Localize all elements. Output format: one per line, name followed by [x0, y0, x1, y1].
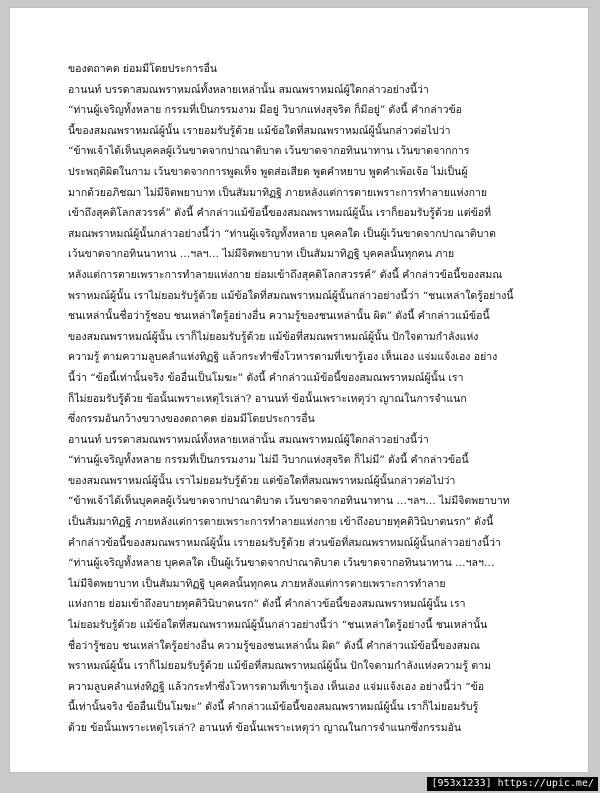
text-line: เว้นขาดจากอทินนาทาน …ฯลฯ… ไม่มีจิตพยาบาท เป็นสัมมาทิฏฐิ บุคคลนั้นทุกคน ภาย [68, 248, 455, 261]
document-page [10, 8, 588, 772]
text-line: ไม่มีจิตพยาบาท เป็นสัมมาทิฏฐิ บุคคลนั้นทุกคน ภายหลังแต่การตายเพราะการทำลาย [68, 577, 446, 590]
text-line: นี้ว่า “ข้อนี้เท่านั้นจริง ข้ออื่นเป็นโมฆะ” ดังนี้ คำกล่าวแม้ข้อนี้ของสมณพราหมณ์ผู้นั้น เรา [68, 371, 464, 384]
text-line: เข้าถึงสุคติโลกสวรรค์” ดังนี้ คำกล่าวแม้ข้อนี้ของสมณพราหมณ์ผู้นั้น เราก็ยอมรับรู้ด้วย แต่ข้อที่ [68, 207, 492, 220]
text-line: “ข้าพเจ้าได้เห็นบุคคลผู้เว้นขาดจากปาณาติบาต เว้นขาดจากอทินนาทาน เว้นขาดจากการ [68, 145, 470, 158]
text-line: ด้วย ข้อนั้นเพราะเหตุไรเล่า? อานนท์ ข้อนั้นเพราะเหตุว่า ญาณในการจำแนกซึ่งกรรมอัน [68, 722, 462, 734]
text-line: คำกล่าวข้อนี้ของสมณพราหมณ์ผู้นั้น เรายอมรับรู้ด้วย ส่วนข้อที่สมณพราหมณ์ผู้นั้นกล่าวอย่างนี้ว่า [68, 536, 501, 549]
text-line: ของตถาคต ย่อมมีโดยประการอื่น [68, 63, 218, 75]
text-line: ของสมณพราหมณ์ผู้นั้น เราไม่ยอมรับรู้ด้วย แต่ข้อใดที่สมณพราหมณ์ผู้นั้นกล่าวต่อไปว่า [68, 474, 456, 487]
text-line: นี้เท่านั้นจริง ข้ออื่นเป็นโมฆะ” ดังนี้ คำกล่าวแม้ข้อนี้ของสมณพราหมณ์ผู้นั้น เราก็ไม่ยอมรับรู้ [68, 701, 479, 714]
text-line: “ท่านผู้เจริญทั้งหลาย บุคคลใด เป็นผู้เว้นขาดจากปาณาติบาต เว้นขาดจากอทินนาทาน …ฯลฯ… [68, 557, 495, 570]
text-line: เป็นสัมมาทิฏฐิ ภายหลังแต่การตายเพราะการทำลายแห่งกาย เข้าถึงอบายทุคติวินิบาตนรก” ดังนี้ [68, 516, 494, 529]
text-line: มากด้วยอภิชฌา ไม่มีจิตพยาบาท เป็นสัมมาทิฏฐิ ภายหลังแต่การตายเพราะการทำลายแห่งกาย [68, 186, 488, 199]
text-line: อานนท์ บรรดาสมณพราหมณ์ทั้งหลายเหล่านั้น สมณพราหมณ์ผู้ใดกล่าวอย่างนี้ว่า [68, 83, 429, 96]
document-body-text [68, 59, 558, 739]
text-line: “ท่านผู้เจริญทั้งหลาย กรรมที่เป็นกรรมงาม มีอยู่ วิบากแห่งสุจริต ก็มีอยู่” ดังนี้ คำกล่าวข้อ [68, 104, 462, 117]
text-line: ของสมณพราหมณ์ผู้นั้น เราก็ไม่ยอมรับรู้ด้วย แม้ข้อที่สมณพราหมณ์ผู้นั้น ปักใจตามกำลังแห่ง [68, 330, 479, 343]
text-line: ประพฤติผิดในกาม เว้นขาดจากการพูดเท็จ พูดส่อเสียด พูดคำหยาบ พูดคำเพ้อเจ้อ ไม่เป็นผู้ [68, 165, 468, 178]
text-line: สมณพราหมณ์ผู้นั้นกล่าวอย่างนี้ว่า “ท่านผู้เจริญทั้งหลาย บุคคลใด เป็นผู้เว้นขาดจากปาณาติบาต [68, 227, 496, 240]
text-line: อานนท์ บรรดาสมณพราหมณ์ทั้งหลายเหล่านั้น สมณพราหมณ์ผู้ใดกล่าวอย่างนี้ว่า [68, 433, 429, 446]
text-line: ชื่อว่ารู้ชอบ ชนเหล่าใดรู้อย่างอื่น ความรู้ของชนเหล่านั้น ผิด” ดังนี้ คำกล่าวแม้ข้อนี้ของสมณ [68, 639, 480, 652]
text-line: ความลูบคลำแห่งทิฏฐิ แล้วกระทำซึ่งโวหารตามที่เขารู้เอง เห็นเอง แจ่มแจ้งเอง อย่างนี้ว่า “ข้อ [68, 680, 485, 693]
text-line: ไม่ยอมรับรู้ด้วย แม้ข้อใดที่สมณพราหมณ์ผู้นั้นกล่าวอย่างนี้ว่า “ชนเหล่าใดรู้อย่างนี้ ชนเหล่านั้น [68, 619, 488, 632]
text-line: พราหมณ์ผู้นั้น เราไม่ยอมรับรู้ด้วย แม้ข้อใดที่สมณพราหมณ์ผู้นั้นกล่าวอย่างนี้ว่า “ชนเหล่าใดรู้อย่างนี้ [68, 289, 514, 302]
text-line: หลังแต่การตายเพราะการทำลายแห่งกาย ย่อมเข้าถึงสุคติโลกสวรรค์” ดังนี้ คำกล่าวข้อนี้ของสมณ [68, 268, 503, 281]
text-line: นี้ของสมณพราหมณ์ผู้นั้น เรายอมรับรู้ด้วย แม้ข้อใดที่สมณพราหมณ์ผู้นั้นกล่าวต่อไปว่า [68, 124, 451, 137]
text-line: แห่งกาย ย่อมเข้าถึงอบายทุคติวินิบาตนรก” ดังนี้ คำกล่าวข้อนี้ของสมณพราหมณ์ผู้นั้น เรา [68, 598, 466, 611]
text-line: ก็ไม่ยอมรับรู้ด้วย ข้อนั้นเพราะเหตุไรเล่า? อานนท์ ข้อนั้นเพราะเหตุว่า ญาณในการจำแนก [68, 392, 467, 405]
text-line: ซึ่งกรรมอันกว้างขวางของตถาคต ย่อมมีโดยประการอื่น [68, 413, 315, 426]
text-line: “ข้าพเจ้าได้เห็นบุคคลผู้เว้นขาดจากปาณาติบาต เว้นขาดจากอทินนาทาน …ฯลฯ… ไม่มีจิตพยาบาท [68, 495, 510, 508]
text-line: ชนเหล่านั้นชื่อว่ารู้ชอบ ชนเหล่าใดรู้อย่างอื่น ความรู้ของชนเหล่านั้น ผิด” ดังนี้ คำกล่าวแม้ข้อนี้ [68, 310, 490, 323]
image-host-watermark: [953x1233] https://upic.me/ [427, 777, 598, 791]
text-line: “ท่านผู้เจริญทั้งหลาย กรรมที่เป็นกรรมงาม ไม่มี วิบากแห่งสุจริต ก็ไม่มี” ดังนี้ คำกล่าวข้อนี้ [68, 454, 469, 467]
text-line: ความรู้ ตามความลูบคลำแห่งทิฏฐิ แล้วกระทำซึ่งโวหารตามที่เขารู้เอง เห็นเอง แจ่มแจ้งเอง อย่าง [68, 351, 498, 364]
text-line: พราหมณ์ผู้นั้น เราก็ไม่ยอมรับรู้ด้วย แม้ข้อที่สมณพราหมณ์ผู้นั้น ปักใจตามกำลังแห่งความรู้ ตาม [68, 660, 492, 673]
